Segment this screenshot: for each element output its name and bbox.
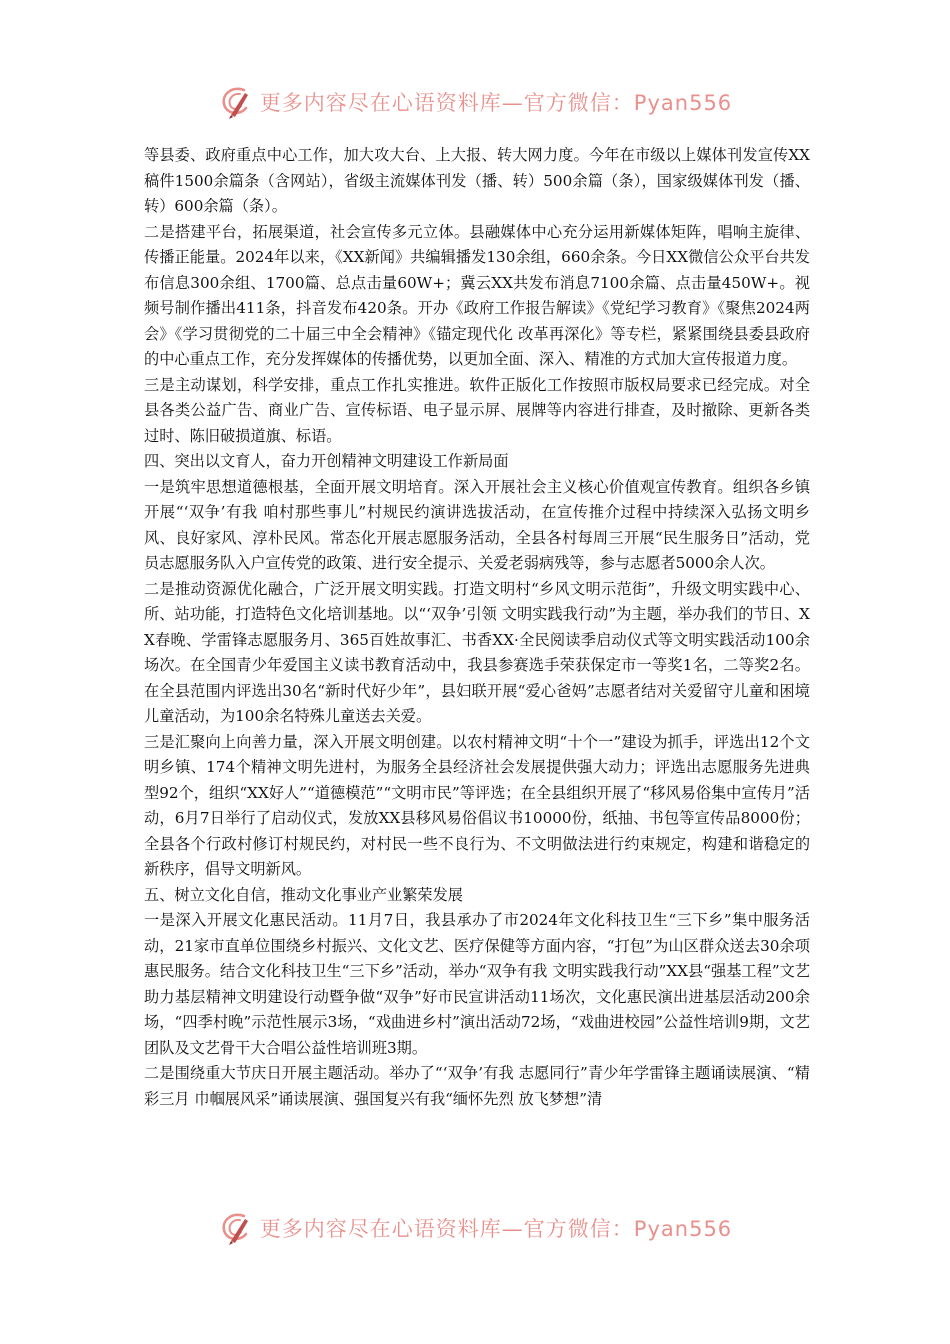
header-banner [0, 80, 950, 124]
footer-banner [0, 1206, 950, 1250]
paragraph: 一是深入开展文化惠民活动。11月7日，我县承办了市2024年文化科技卫生“三下乡”集中服务活动，21家市直单位围绕乡村振兴、文化文艺、医疗保健等方面内容，“打包”为山区群众送去30余项惠民服务。结合文化科技卫生“三下乡”活动，举办“双争有我 文明实践我行动”XX县“强基工程”文艺助力基层精神文明建设行动暨争做“双争”好市民宣讲活动11场次，文化惠民演出进基层活动200余场，“四季村晚”示范性展示3场，“戏曲进乡村”演出活动72场，“戏曲进校园”公益性培训9期，文艺团队及文艺骨干大合唱公益性培训班3期。 [144, 911, 810, 1057]
paragraph: 三是主动谋划，科学安排，重点工作扎实推进。软件正版化工作按照市版权局要求已经完成。对全县各类公益广告、商业广告、宣传标语、电子显示屏、展牌等内容进行排查，及时撤除、更新各类过时、陈旧破损道旗、标语。 [144, 375, 810, 445]
section-heading: 四、突出以文育人，奋力开创精神文明建设工作新局面 [144, 452, 509, 470]
document-body [144, 143, 810, 1112]
banner-text: 更多内容尽在心语资料库—官方微信：Pyan556 [259, 91, 733, 115]
paragraph: 二是搭建平台，拓展渠道，社会宣传多元立体。县融媒体中心充分运用新媒体矩阵，唱响主旋律、传播正能量。2024年以来，《XX新闻》共编辑播发130余组，660余条。今日XX微信公众平台共发布信息300余组、1700篇、总点击量60W+；冀云XX共发布消息7100余篇、点击量450W+。视频号制作播出411条，抖音发布420条。开办《政府工作报告解读》《党纪学习教育》《聚焦2024两会》《学习贯彻党的二十届三中全会精神》《锚定现代化 改革再深化》等专栏，紧紧围绕县委县政府的中心重点工作，充分发挥媒体的传播优势，以更加全面、深入、精准的方式加大宣传报道力度。 [144, 222, 810, 368]
paragraph: 二是围绕重大节庆日开展主题活动。举办了“‘双争’有我 志愿同行”青少年学雷锋主题诵读展演、“精彩三月 巾帼展风采”诵读展演、强国复兴有我“缅怀先烈 放飞梦想”清 [144, 1064, 810, 1108]
pen-nib-swirl-logo-icon [218, 84, 254, 120]
paragraph: 一是筑牢思想道德根基，全面开展文明培育。深入开展社会主义核心价值观宣传教育。组织各乡镇开展“‘双争’有我 咱村那些事儿”村规民约演讲选拔活动，在宣传推介过程中持续深入弘扬文明乡风、良好家风、淳朴民风。常态化开展志愿服务活动，全县各村每周三开展“民生服务日”活动，党员志愿服务队入户宣传党的政策、进行安全提示、关爱老弱病残等，参与志愿者5000余人次。 [144, 477, 810, 572]
section-heading: 五、树立文化自信，推动文化事业产业繁荣发展 [144, 885, 463, 904]
banner-text: 更多内容尽在心语资料库—官方微信：Pyan556 [259, 1217, 733, 1241]
paragraph: 三是汇聚向上向善力量，深入开展文明创建。以农村精神文明“十个一”建设为抓手，评选出12个文明乡镇、174个精神文明先进村，为服务全县经济社会发展提供强大动力；评选出志愿服务先进典型92个，组织“XX好人”“道德模范”“文明市民”等评选；在全县组织开展了“移风易俗集中宣传月”活动，6月7日举行了启动仪式，发放XX县移风易俗倡议书10000份，纸抽、书包等宣传品8000份；全县各个行政村修订村规民约，对村民一些不良行为、不文明做法进行约束规定，构建和谐稳定的新秩序，倡导文明新风。 [144, 732, 810, 878]
pen-nib-swirl-logo-icon [218, 1210, 254, 1246]
paragraph: 二是推动资源优化融合，广泛开展文明实践。打造文明村“乡风文明示范街”，升级文明实践中心、所、站功能，打造特色文化培训基地。以“‘双争’引领 文明实践我行动”为主题，举办我们的节日、XX春晚、学雷锋志愿服务月、365百姓故事汇、书香XX·全民阅读季启动仪式等文明实践活动100余场次。在全国青少年爱国主义读书教育活动中，我县参赛选手荣获保定市一等奖1名，二等奖2名。在全县范围内评选出30名“新时代好少年”，县妇联开展“爱心爸妈”志愿者结对关爱留守儿童和困境儿童活动，为100余名特殊儿童送去关爱。 [144, 579, 810, 725]
paragraph: 等县委、政府重点中心工作，加大攻大台、上大报、转大网力度。今年在市级以上媒体刊发宣传XX稿件1500余篇条（含网站），省级主流媒体刊发（播、转）500余篇（条），国家级媒体刊发（播、转）600余篇（条）。 [144, 146, 810, 215]
